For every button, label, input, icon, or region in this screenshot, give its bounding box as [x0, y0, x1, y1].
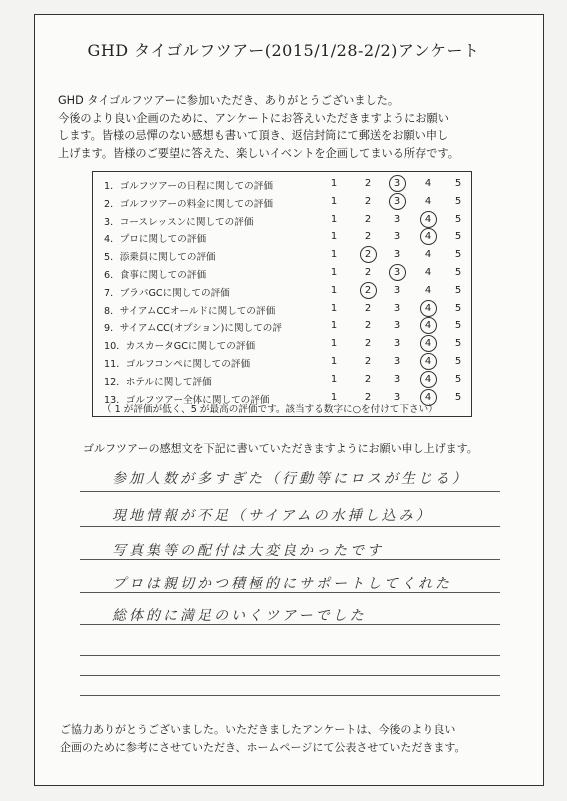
selected-rating-circle [360, 282, 377, 299]
selected-rating-circle [360, 246, 377, 263]
selected-rating-circle [420, 300, 437, 317]
closing-line: 企画のために参考にさせていただき、ホームページにて公表させていただきます。 [60, 741, 466, 754]
rating-option[interactable]: 4 [424, 320, 432, 332]
rating-option[interactable]: 1 [330, 373, 338, 385]
rating-option[interactable]: 3 [393, 320, 401, 332]
handwritten-comment: 参加人数が多すぎた（行動等にロスが生じる） [112, 471, 469, 487]
rating-option[interactable]: 4 [424, 178, 432, 189]
rating-option[interactable]: 2 [364, 195, 372, 207]
comments-request: ゴルフツアーの感想文を下記に書いていただきますようにお願い申し上げます。 [83, 442, 478, 455]
question-label: 10．カスカータGCに関しての評価 [104, 341, 256, 353]
intro-line: 今後のより良い企画のために、アンケートにお答えいただきますようにお願い [58, 111, 449, 125]
rating-option[interactable]: 5 [454, 267, 462, 278]
question-label: 3．コースレッスンに関しての評価 [104, 216, 254, 228]
question-label: 5．添乗員に関しての評価 [104, 252, 216, 264]
writing-line [80, 695, 500, 696]
rating-option[interactable]: 3 [393, 284, 401, 296]
rating-option[interactable]: 1 [330, 213, 338, 225]
rating-option[interactable]: 5 [454, 284, 462, 296]
rating-option[interactable]: 1 [330, 320, 338, 332]
handwritten-comment: 総体的に満足のいくツアーでした [112, 608, 367, 624]
rating-option[interactable]: 5 [454, 373, 462, 385]
writing-line [80, 675, 500, 676]
rating-option[interactable]: 4 [424, 267, 432, 278]
rating-option[interactable]: 2 [364, 249, 372, 261]
selected-rating-circle [389, 193, 406, 210]
survey-title: GHD タイゴルフツアー(2015/1/28-2/2)アンケート [87, 41, 480, 60]
rating-option[interactable]: 4 [424, 213, 432, 225]
question-label: 6．食事に関しての評価 [104, 270, 207, 281]
rating-option[interactable]: 5 [454, 178, 462, 189]
rating-option[interactable]: 3 [393, 338, 401, 350]
question-label: 2．ゴルフツアーの料金に関しての評価 [104, 198, 273, 210]
rating-note: （ 1 が評価が低く、5 が最高の評価です。該当する数字に○を付けて下さい） [102, 404, 438, 415]
rating-option[interactable]: 3 [393, 195, 401, 207]
intro-text [58, 92, 518, 162]
rating-option[interactable]: 5 [454, 231, 462, 243]
rating-option[interactable]: 1 [330, 231, 338, 243]
rating-option[interactable]: 3 [393, 213, 401, 225]
handwritten-comment: プロは親切かつ積極的にサポートしてくれた [112, 576, 452, 592]
closing-text [60, 721, 520, 757]
rating-option[interactable]: 3 [393, 302, 401, 314]
rating-option[interactable]: 2 [364, 391, 372, 403]
intro-line: GHD タイゴルフツアーに参加いただき、ありがとうございました。 [58, 94, 400, 107]
question-label: 11．ゴルフコンペに関しての評価 [104, 359, 251, 370]
rating-option[interactable]: 5 [454, 391, 462, 403]
question-label: 13．ゴルフツアー全体に関しての評価 [104, 394, 270, 406]
handwritten-comment: 現地情報が不足（サイアムの水挿し込み） [112, 508, 433, 524]
rating-option[interactable]: 4 [424, 284, 432, 296]
selected-rating-circle [420, 211, 437, 228]
rating-option[interactable]: 5 [454, 356, 462, 367]
rating-option[interactable]: 2 [364, 338, 372, 350]
rating-option[interactable]: 1 [330, 338, 338, 350]
rating-option[interactable]: 1 [330, 267, 338, 278]
question-label: 9．サイアムCC(オプション)に関しての評 [104, 323, 282, 335]
rating-option[interactable]: 2 [364, 373, 372, 385]
rating-option[interactable]: 1 [330, 178, 338, 189]
question-label: 1．ゴルフツアーの日程に関しての評価 [104, 181, 273, 192]
rating-option[interactable]: 5 [454, 302, 462, 314]
rating-option[interactable]: 4 [424, 195, 432, 207]
rating-option[interactable]: 3 [393, 231, 401, 243]
rating-option[interactable]: 1 [330, 249, 338, 261]
rating-option[interactable]: 4 [424, 373, 432, 385]
selected-rating-circle [420, 353, 437, 370]
rating-option[interactable]: 2 [364, 178, 372, 189]
question-label: 7．ブラパGCに関しての評価 [104, 287, 230, 299]
rating-option[interactable]: 4 [424, 231, 432, 243]
rating-option[interactable]: 3 [393, 249, 401, 261]
writing-line [80, 491, 500, 492]
rating-option[interactable]: 1 [330, 195, 338, 207]
intro-line: 上げます。皆様のご要望に答えた、楽しいイベントを企画してまいる所存です。 [58, 146, 459, 160]
selected-rating-circle [389, 175, 406, 192]
rating-option[interactable]: 3 [393, 267, 401, 278]
rating-option[interactable]: 3 [393, 373, 401, 385]
selected-rating-circle [420, 371, 437, 388]
selected-rating-circle [420, 228, 437, 245]
rating-option[interactable]: 1 [330, 391, 338, 403]
rating-option[interactable]: 5 [454, 249, 462, 261]
handwritten-comment: 写真集等の配付は大変良かったです [112, 543, 384, 559]
rating-option[interactable]: 3 [393, 178, 401, 189]
rating-option[interactable]: 1 [330, 302, 338, 314]
rating-option[interactable]: 2 [364, 302, 372, 314]
selected-rating-circle [420, 317, 437, 334]
writing-line [80, 655, 500, 656]
question-label: 12．ホテルに関して評価 [104, 376, 212, 388]
selected-rating-circle [420, 335, 437, 352]
rating-option[interactable]: 2 [364, 320, 372, 332]
rating-option[interactable]: 4 [424, 391, 432, 403]
rating-option[interactable]: 4 [424, 249, 432, 261]
rating-option[interactable]: 3 [393, 356, 401, 367]
rating-option[interactable]: 1 [330, 356, 338, 367]
rating-option[interactable]: 2 [364, 213, 372, 225]
rating-option[interactable]: 5 [454, 195, 462, 207]
rating-option[interactable]: 4 [424, 302, 432, 314]
writing-line [80, 526, 500, 527]
rating-option[interactable]: 4 [424, 356, 432, 367]
rating-option[interactable]: 2 [364, 356, 372, 367]
question-label: 4．プロに関しての評価 [104, 234, 207, 246]
rating-option[interactable]: 2 [364, 231, 372, 243]
selected-rating-circle [389, 264, 406, 281]
rating-option[interactable]: 2 [364, 284, 372, 296]
rating-option[interactable]: 5 [454, 213, 462, 225]
rating-option[interactable]: 5 [454, 338, 462, 350]
rating-option[interactable]: 2 [364, 267, 372, 278]
question-label: 8．サイアムCCオールドに関しての評価 [104, 305, 276, 317]
rating-option[interactable]: 1 [330, 284, 338, 296]
closing-line: ご協力ありがとうございました。いただきましたアンケートは、今後のより良い [60, 723, 456, 736]
intro-line: します。皆様の忌憚のない感想も書いて頂き、返信封筒にて郵送をお願い申し [58, 129, 449, 142]
rating-option[interactable]: 4 [424, 338, 432, 350]
rating-option[interactable]: 5 [454, 320, 462, 332]
rating-option[interactable]: 3 [393, 391, 401, 403]
